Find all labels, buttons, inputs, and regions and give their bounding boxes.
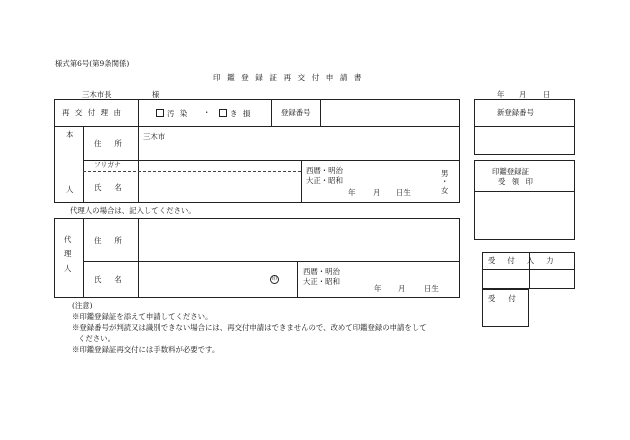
birth-day-label: 日生 [396,188,411,197]
applicant-label-bottom: 人 [66,185,74,194]
row-divider [54,126,460,127]
new-reg-number-label: 新登録番号 [497,108,534,117]
note-2-cont: ください。 [78,334,115,343]
note-3: ※印鑑登録証再交付には手数料が必要です。 [72,345,220,354]
col-divider [320,99,321,126]
card-receipt-seal-field[interactable] [478,195,571,235]
addressee-honorific: 様 [152,90,160,99]
col-divider [301,160,302,203]
col-divider [297,261,298,298]
furigana-dashed-line [83,171,301,172]
agent-name-label: 氏名 [94,275,135,284]
name-field[interactable] [143,175,293,197]
new-reg-number-field[interactable] [478,130,571,152]
furigana-field[interactable] [143,162,293,170]
col-divider [138,218,139,298]
agent-label-3: 人 [64,263,72,273]
agent-name-field[interactable] [143,266,263,292]
row-divider [83,261,460,262]
agent-note: 代理人の場合は、記入してください。 [70,206,196,215]
era-line2: 大正・昭和 [306,176,343,185]
agent-birth-day-label: 日生 [424,284,439,293]
agent-era-line2: 大正・昭和 [303,277,340,286]
col-divider [83,218,84,298]
note-2: ※登録番号が判読又は識別できない場合には、再交付申請はできませんので、改めて印鑑登録の申請をして [72,323,427,332]
note-1: ※印鑑登録証を添えて申請してください。 [72,312,213,321]
birth-month-label: 月 [373,188,381,197]
era-line1: 西暦・明治 [306,166,343,175]
addressee: 三木市長 [82,90,112,99]
gender-male: 男 [441,169,449,178]
gender-dot: ・ [441,177,449,187]
reason-option-dirty[interactable]: 汚染 [156,109,193,117]
reception-label: 受付 [488,294,529,303]
name-label: 氏名 [94,183,135,192]
dirty-checkbox[interactable] [156,109,164,117]
notes-heading: (注意) [72,301,93,310]
reg-number-label: 登録番号 [281,108,311,117]
row-divider [83,160,460,161]
date-month-label: 月 [519,90,527,99]
furigana-label: フリガナ [94,161,121,169]
date-day-label: 日 [543,90,551,99]
page-title: 印鑑登録証再交付申請書 [213,73,369,82]
applicant-label-top: 本 [66,130,74,139]
reissue-reason-label: 再交付理由 [62,108,127,117]
card-receipt-label-1: 印鑑登録証 [492,167,529,176]
reason-separator: ・ [203,108,211,117]
address-label: 住所 [94,139,135,148]
reason-option-damaged[interactable]: き損 [219,109,256,117]
agent-era-line1: 西暦・明治 [303,267,340,276]
reg-number-field[interactable] [325,104,455,122]
agent-address-label: 住所 [94,236,135,245]
row-divider [474,126,575,127]
address-value[interactable]: 三木市 [143,132,166,141]
birth-year-label: 年 [348,188,356,197]
reception-entry-label: 受付入力 [488,256,566,265]
col-divider [271,99,272,126]
damaged-checkbox[interactable] [219,109,227,117]
gender-female: 女 [441,185,449,195]
row-divider [474,191,575,192]
col-divider [138,99,139,126]
date-year-label: 年 [497,90,505,99]
form-number: 様式第6号(第9条関係) [55,59,130,68]
seal-mark-icon: 印 [270,275,279,284]
card-receipt-label-2: 受 領 印 [498,177,535,186]
col-divider [83,126,84,203]
agent-birth-year-label: 年 [374,284,382,293]
agent-label [64,236,71,272]
agent-label-1: 代 [64,235,72,244]
agent-address-field[interactable] [143,224,453,256]
col-divider [138,126,139,203]
gender-options[interactable] [441,170,448,194]
agent-birth-month-label: 月 [398,284,406,293]
agent-label-2: 理 [64,249,72,259]
